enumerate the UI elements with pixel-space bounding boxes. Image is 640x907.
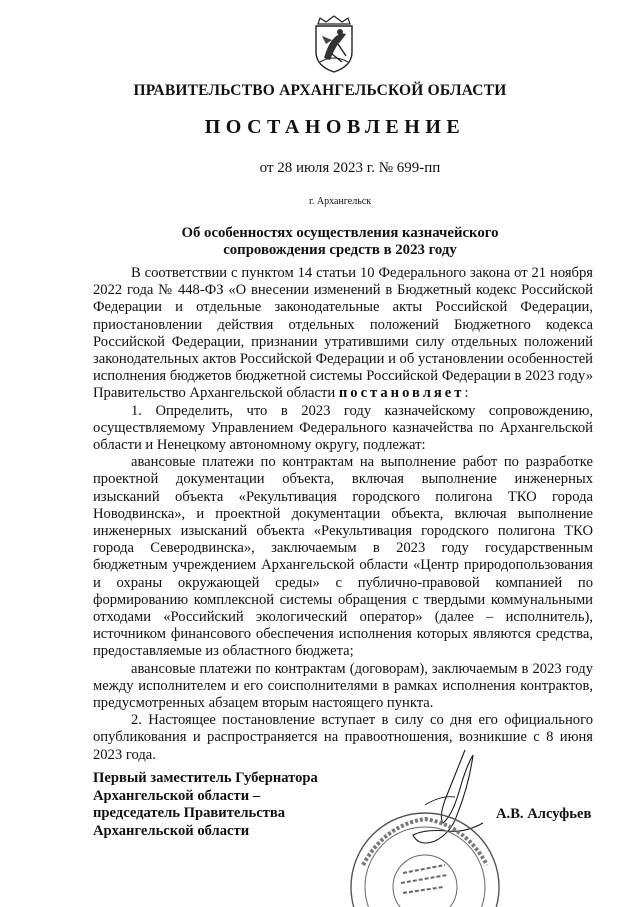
government-name: ПРАВИТЕЛЬСТВО АРХАНГЕЛЬСКОЙ ОБЛАСТИ	[133, 82, 507, 99]
document-body	[93, 265, 593, 764]
subject-line: Об особенностях осуществления казначейского	[181, 225, 499, 241]
signatory-title-line: Архангельской области –	[93, 787, 261, 804]
item-1b-paragraph: авансовые платежи по контрактам (договорам), заключаемым в 2023 году между исполнителем и его соисполнителями в рамках исполнения контрактов, предусмотренных абзацем вторым настоящего пункта.	[93, 660, 593, 712]
signatory-title-line: председатель Правительства	[93, 805, 286, 821]
document-city: г. Архангельск	[308, 196, 372, 207]
signatory-title	[93, 770, 318, 840]
official-stamp	[345, 795, 505, 907]
document-type: ПОСТАНОВЛЕНИЕ	[204, 116, 466, 138]
item-1-paragraph: 1. Определить, что в 2023 году казначейскому сопровождению, осуществляемому Управлением Федерального казначейства по Архангельской области и Ненецкому автономному округу, подлежат:	[93, 402, 593, 454]
preamble-text: В соответствии с пунктом 14 статьи 10 Федерального закона от 21 ноября 2022 года № 448-ФЗ «О внесении изменений в Бюджетный кодекс Российской Федерации и отдельные законодательные акты Российской Федерации, приостановлении действия отдельных положений Бюджетного кодекса Российской Федерации, признании утратившими силу отдельных положений законодательных актов Российской Федерации и об установлении особенностей исполнения бюджетов бюджетной системы Российской Федерации в 2023 году» Правительство Архангельской области	[93, 265, 593, 402]
signatory-title-line: Архангельской области	[93, 822, 250, 839]
signatory-name: А.В. Алсуфьев	[496, 806, 592, 822]
coat-of-arms-icon	[312, 14, 356, 74]
item-2-paragraph: 2. Настоящее постановление вступает в силу со дня его официального опубликования и распространяется на правоотношения, возникшие с 8 июня 2023 года.	[93, 712, 593, 763]
preamble-paragraph: В соответствии с пунктом 14 статьи 10 Федерального закона от 21 ноября 2022 года № 448-ФЗ «О внесении изменений в Бюджетный кодекс Российской Федерации и отдельные законодательные акты Российской Федерации, приостановлении действия отдельных положений Бюджетного кодекса Российской Федерации, признании утратившими силу отдельных положений законодательных актов Российской Федерации и об установлении особенностей исполнения бюджетов бюджетной системы Российской Федерации в 2023 году» Правительство Архангельской области постановляет:	[93, 265, 593, 402]
subject-line: сопровождения средств в 2023 году	[223, 242, 457, 258]
item-1a-paragraph: авансовые платежи по контрактам на выполнение работ по разработке проектной документации объекта, включая выполнение инженерных изысканий объекта «Рекультивация городского полигона ТКО города Новодвинска», и проектной документации объекта, включая выполнение инженерных изысканий объекта «Рекультивация городского полигона ТКО города Северодвинска», заключаемым в 2023 году государственным бюджетным учреждением Архангельской области «Центр природопользования и охраны окружающей среды» с публично-правовой компанией по формированию комплексной системы обращения с твердыми коммунальными отходами «Российский экологический оператор» (далее – исполнитель), источником финансового обеспечения исполнения которых являются средства, предоставляемые из областного бюджета;	[93, 454, 593, 660]
decrees-word: постановляет	[338, 385, 465, 402]
document-date-number: от 28 июля 2023 г. № 699-пп	[259, 160, 441, 176]
signatory-title-line: Первый заместитель Губернатора	[93, 770, 318, 786]
document-subject	[90, 225, 590, 259]
